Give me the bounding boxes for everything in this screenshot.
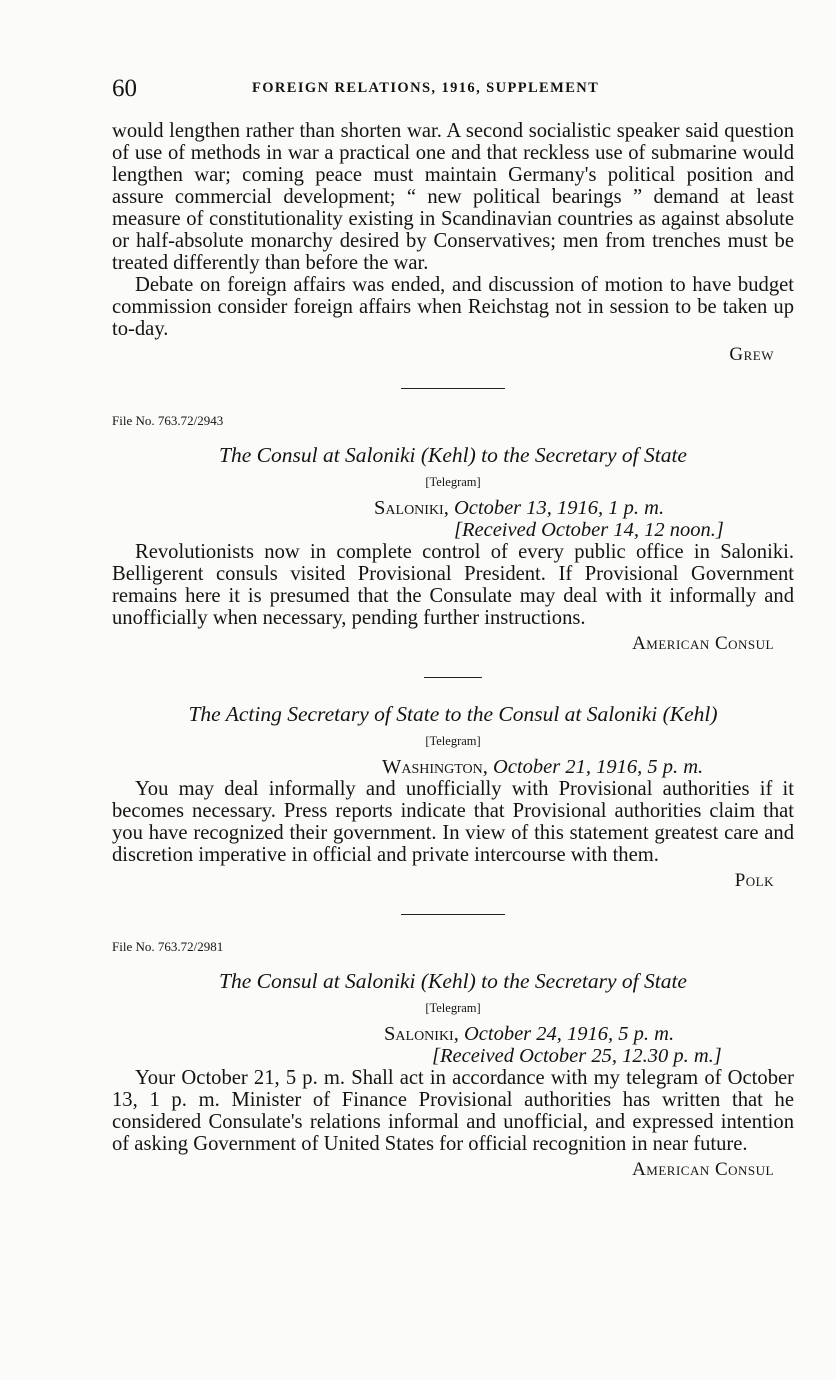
document-title: The Acting Secretary of State to the Consul at Saloniki (Kehl) [188,702,718,726]
page-number: 60 [112,75,137,102]
document-type: [Telegram] [425,475,481,489]
dateline [112,497,794,519]
document-title: The Consul at Saloniki (Kehl) to the Secretary of State [219,443,687,467]
signature: American Consul [632,1159,774,1180]
dateline [112,1023,794,1045]
section-divider [424,677,482,678]
signature: Grew [729,344,774,365]
continuation-paragraph: would lengthen rather than shorten war. A second socialistic speaker said question of use of methods in war a practical one and that reckless use of submarine would lengthen war; coming peace must maintain Germany's political position and assure commercial development; “ new political bearings ” demand at least measure of constitutionality existing in Scandinavian countries as against absolute or half-absolute monarchy desired by Conservatives; men from trenches must be treated differently than before the war. [112,120,794,274]
document-type: [Telegram] [425,734,481,748]
telegram-entry [112,939,794,1181]
telegram-entry [112,413,794,655]
dateline-date: October 13, 1916, 1 p. m. [453,497,665,519]
file-number: File No. 763.72/2981 [112,939,224,954]
telegram-body: Revolutionists now in complete control of every public office in Saloniki. Belligerent consuls visited Provisional President. If Provisional Government remains here it is presumed that the Consulate may deal with it informally and unofficially when necessary, pending further instructions. [112,541,794,629]
signature: American Consul [632,633,774,654]
dateline-place: Saloniki, [384,1023,459,1045]
dateline-date: October 21, 1916, 5 p. m. [493,756,704,778]
dateline-date: October 24, 1916, 5 p. m. [463,1023,675,1045]
document-title: The Consul at Saloniki (Kehl) to the Secretary of State [219,969,687,993]
page-header [112,76,792,102]
section-divider [401,388,505,389]
dateline-place: Washington, [382,756,488,778]
continuation-paragraph: Debate on foreign affairs was ended, and discussion of motion to have budget commission consider foreign affairs when Reichstag not in session to be taken up to-day. [112,274,794,340]
page-body [112,120,794,1181]
received-line: [Received October 14, 12 noon.] [454,519,724,541]
running-title: FOREIGN RELATIONS, 1916, SUPPLEMENT [252,80,600,96]
dateline [112,756,794,778]
telegram-body: You may deal informally and unofficially with Provisional authorities if it becomes necessary. Press reports indicate that Provisional authorities claim that you have recognized their government. In view of this statement greatest care and discretion imperative in official and private intercourse with them. [112,778,794,866]
section-divider [401,914,505,915]
signature: Polk [734,870,774,891]
document-type: [Telegram] [425,1001,481,1015]
telegram-body: Your October 21, 5 p. m. Shall act in accordance with my telegram of October 13, 1 p. m. Minister of Finance Provisional authorities has written that he considered Consulate's relations informal and unofficial, and expressed intention of asking Government of United States for official recognition in near future. [112,1067,794,1155]
file-number: File No. 763.72/2943 [112,413,224,428]
dateline-place: Saloniki, [374,497,449,519]
received-line: [Received October 25, 12.30 p. m.] [432,1045,722,1067]
telegram-entry [112,702,794,892]
